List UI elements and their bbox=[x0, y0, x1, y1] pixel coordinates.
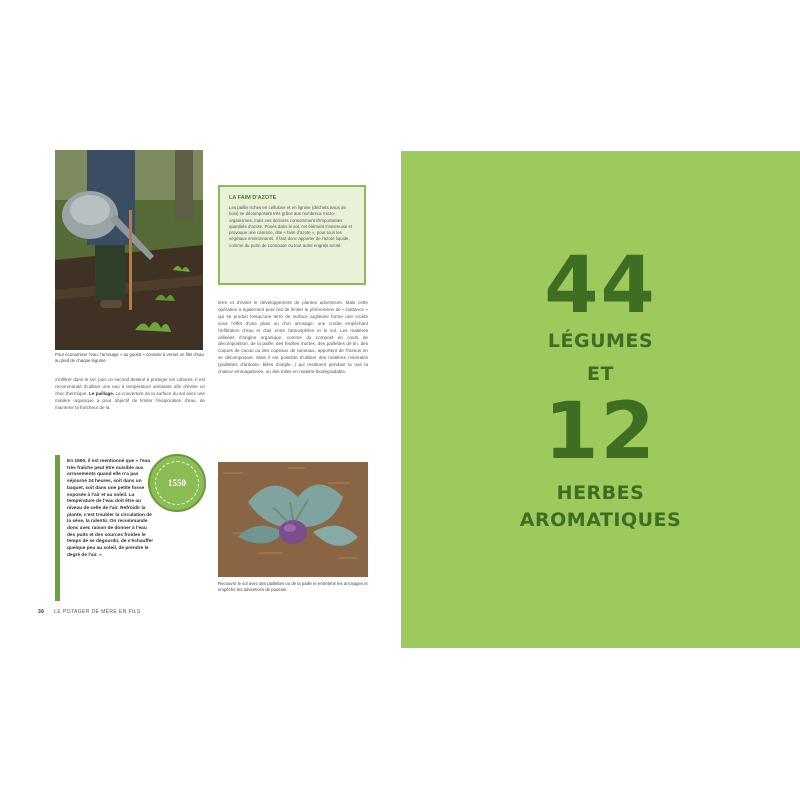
stamp-year: 1550 bbox=[168, 478, 186, 488]
word-aromatiques: AROMATIQUES bbox=[519, 509, 682, 531]
mulch-illustration bbox=[218, 462, 368, 577]
number-legumes: 44 bbox=[544, 241, 657, 331]
word-et: ET bbox=[587, 363, 614, 385]
stamp-badge bbox=[148, 454, 206, 512]
sidebar-body: Les paillis riches en cellulose et en lignine (déchets issus de bois) se décomposent très grâce aux nombreux micro-organismes, mais ces derniers consomment d'importantes quantités d'azote. Posés dans le sol, cet élément s'amenuise et provoque une carence, dite « faim d'azote », pour tous les végétaux environnants. Il faut donc apporter de l'azote liquide, comme du purin de consoude ou tout autre engrais azoté. bbox=[229, 205, 353, 248]
mulch-photo bbox=[218, 462, 368, 577]
stamp-inner bbox=[155, 461, 199, 505]
watering-illustration bbox=[55, 150, 203, 350]
body-text: La couverture de la surface du sol avec une matière organique a pour objectif de limiter l'évaporation d'eau, de maintenir la fraîcheur de la bbox=[55, 390, 205, 410]
watering-photo bbox=[55, 150, 203, 350]
word-legumes: LÉGUMES bbox=[547, 330, 654, 352]
body-column-right: terre et d'éviter le développement de plantes adventices. Mais cette opération a également pour but de limiter le phénomène de « battance » qui se produit lorsqu'une terre de surface argileuse forme une croûte sous l'effet d'une pluie ou d'un arrosage, une croûte empêchant l'infiltration d'eau et d'air entre l'atmosphère et le sol. Les matières utilisées d'origine organique, comme du compost en cours de décomposition, de la paille, des feuilles mortes, des paillettes de lin, des coques de cacao ou des copeaux de rameaux, apportent de l'humus en se décomposant. Mais il est possible d'utiliser des matières minérales (paillettes d'ardoise, billes d'argile...) qui restituent pendant la nuit la chaleur emmagasinée, ou des toiles en matière biodégradable. bbox=[218, 300, 368, 375]
page-number: 36 bbox=[38, 609, 45, 615]
body-text: s'infiltrer dans le sol, puis un second destiné à protéger les cultures. Il est recommandé d'utiliser une eau à température ambiante afin d'éviter un choc thermique. bbox=[55, 377, 205, 396]
sidebar-box bbox=[218, 185, 366, 285]
photo-caption: Recouvrir le sol avec des paillettes ou de la paille et entretenir les arrosages et empêche les adventices de pousser. bbox=[218, 581, 368, 592]
quote-text: En 1550, il est mentionné que « l'eau très fraîche peut être nuisible aux arrosements quand elle n'a pas séjourné 24 heures, soit dans un baquet, soit dans une petite fosse exposée à l'air et au soleil. La température de l'eau doit être au niveau de celle de l'air. Refroidir la plante, c'est troubler la circulation de la sève, la ralentir. On recommande donc avec raison de donner à l'eau des puits et des sources froides le temps de se dégourdir, de s'échauffer quelque peu au soleil, de prendre le degré de l'air. » bbox=[67, 459, 154, 558]
subheading-paillage: Le paillage. bbox=[89, 390, 115, 396]
running-title: LE POTAGER DE MÈRE EN FILS bbox=[54, 609, 141, 615]
number-herbes: 12 bbox=[544, 387, 657, 477]
folio bbox=[38, 609, 141, 615]
sidebar-title: LA FAIM D'AZOTE bbox=[229, 195, 277, 201]
photo-caption: Pour économiser l'eau, l'arrosage « au goulot » consiste à verser un filet d'eau au pied de chaque légume. bbox=[55, 352, 204, 363]
body-column-left bbox=[55, 377, 205, 443]
word-herbes: HERBES bbox=[556, 482, 645, 504]
